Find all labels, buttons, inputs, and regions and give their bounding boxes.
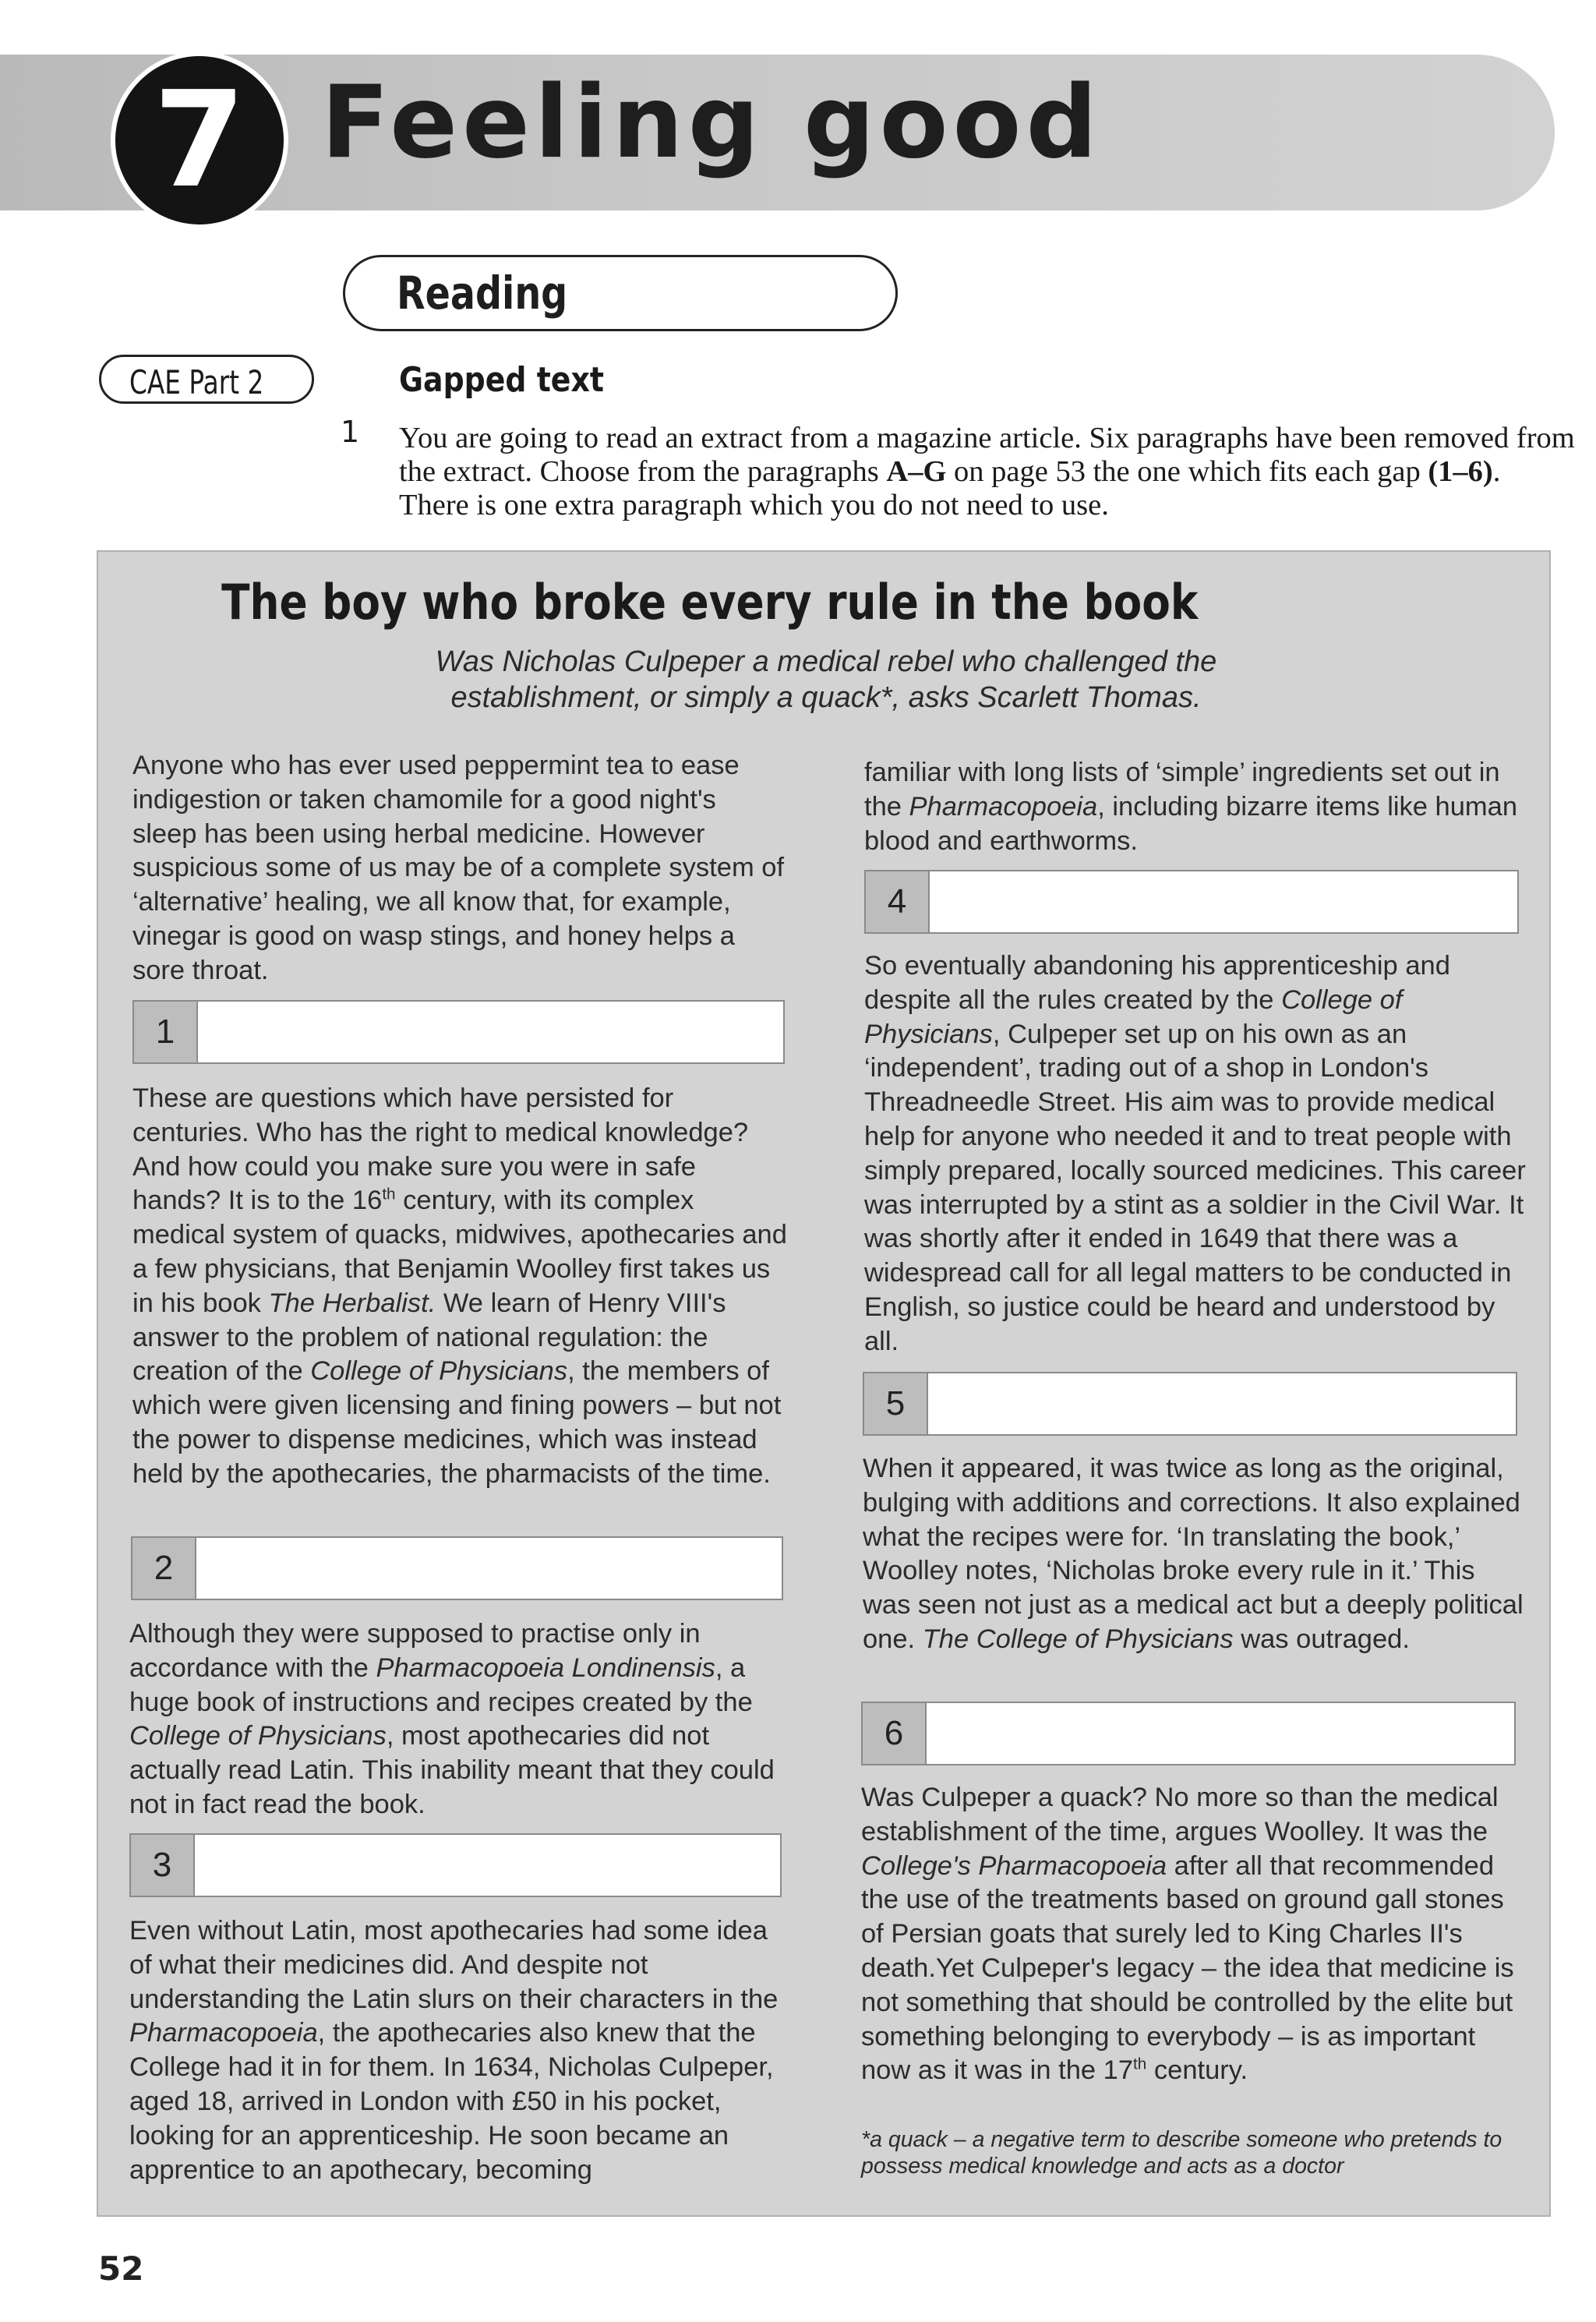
task-number: 1 [341, 415, 360, 449]
gap-box-4[interactable] [864, 870, 1519, 934]
gap-box-2[interactable] [131, 1536, 783, 1600]
gap-number: 2 [132, 1538, 196, 1599]
article-paragraph: familiar with long lists of ‘simple’ ingredients set out in the Pharmacopoeia, including bizarre items like human blood and earthworms. [864, 758, 1518, 856]
page-number: 52 [98, 2250, 144, 2288]
task-title: Gapped text [399, 360, 604, 400]
exam-part-label: CAE Part 2 [129, 363, 264, 401]
gap-box-1[interactable] [132, 1000, 785, 1064]
article-paragraph: When it appeared, it was twice as long as the original, bulging with additions and corrections. It also explained what the recipes were for. ‘In translating the book,’ Woolley notes, ‘Nicholas broke every rule in it.’ This was seen not just as a medical act but a deeply political one. The College of Physicians was outraged. [863, 1454, 1524, 1654]
article-paragraph: These are questions which have persisted for centuries. Who has the right to medical knowledge? And how could you make sure you were in safe hands? It is to the 16th century, with its complex medical system of quacks, midwives, apothecaries and a few physicians, that Benjamin Woolley first takes us in his book The Herbalist. We learn of Henry VIII's answer to the problem of national regulation: the creation of the College of Physicians, the members of which were given licensing and fining powers – but not the power to dispense medicines, which was instead held by the apothecaries, the pharmacists of the time. [132, 1083, 787, 1489]
unit-number-badge: 7 [111, 51, 288, 229]
article-paragraph: Even without Latin, most apothecaries had some idea of what their medicines did. And despite not understanding the Latin slurs on their characters in the Pharmacopoeia, the apothecaries also knew that the College had it in for them. In 1634, Nicholas Culpeper, aged 18, arrived in London with £50 in his pocket, looking for an apprenticeship. He soon became an apprentice to an apothecary, becoming [129, 1916, 779, 2185]
article-paragraph: So eventually abandoning his apprenticeship and despite all the rules created by the College of Physicians, Culpeper set up on his own as an ‘independent’, trading out of a shop in London's Threadneedle Street. His aim was to provide medical help for anyone who needed it and to treat people with simply prepared, locally sourced medicines. This career was interrupted by a stint as a soldier in the Civil War. It was shortly after it ended in 1649 that there was a widespread call for all legal matters to be conducted in English, so justice could be heard and understood by all. [864, 951, 1526, 1356]
exam-part-pill [99, 355, 314, 404]
unit-title: Feeling good [321, 65, 1103, 181]
article-paragraph: Although they were supposed to practise only in accordance with the Pharmacopoeia Londinensis, a huge book of instructions and recipes created by the College of Physicians, most apothecaries did not actually read Latin. This inability meant that they could not in fact read the book. [129, 1619, 775, 1819]
gap-number: 5 [864, 1373, 928, 1434]
article-subtitle: Was Nicholas Culpeper a medical rebel who challenged the establishment, or simply a quack*, asks Scarlett Thomas. [435, 645, 1217, 714]
section-label: Reading [397, 267, 568, 320]
gap-box-3[interactable] [129, 1833, 782, 1897]
gap-number: 3 [131, 1835, 195, 1896]
gap-box-5[interactable] [863, 1372, 1517, 1436]
gap-number: 1 [134, 1002, 198, 1062]
gap-box-6[interactable] [861, 1702, 1516, 1765]
gap-number: 6 [863, 1703, 927, 1764]
article-paragraph: Was Culpeper a quack? No more so than the medical establishment of the time, argues Woolley. It was the College's Pharmacopoeia after all that recommended the use of the treatments based on ground gall stones of Persian goats that surely led to King Charles II's death.Yet Culpeper's legacy – the idea that medicine is not something that should be controlled by the elite but something belonging to everybody – is as important now as it was in the 17th century. [861, 1783, 1514, 2086]
article-paragraph: Anyone who has ever used peppermint tea to ease indigestion or taken chamomile for a good night's sleep has been using herbal medicine. However suspicious some of us may be of a complete system of ‘alternative’ healing, we all know that, for example, vinegar is good on wasp stings, and honey helps a sore throat. [132, 751, 785, 985]
section-label-pill [343, 255, 898, 331]
article-footnote: *a quack – a negative term to describe someone who pretends to possess medical knowledge and acts as a doctor [861, 2127, 1502, 2179]
task-instructions: You are going to read an extract from a magazine article. Six paragraphs have been removed from the extract. Choose from the paragraphs A–G on page 53 the one which fits each gap (1–6). There is one extra paragraph which you do not need to use. [399, 422, 1575, 521]
article-title: The boy who broke every rule in the book [221, 574, 1199, 631]
gap-number: 4 [866, 871, 930, 932]
